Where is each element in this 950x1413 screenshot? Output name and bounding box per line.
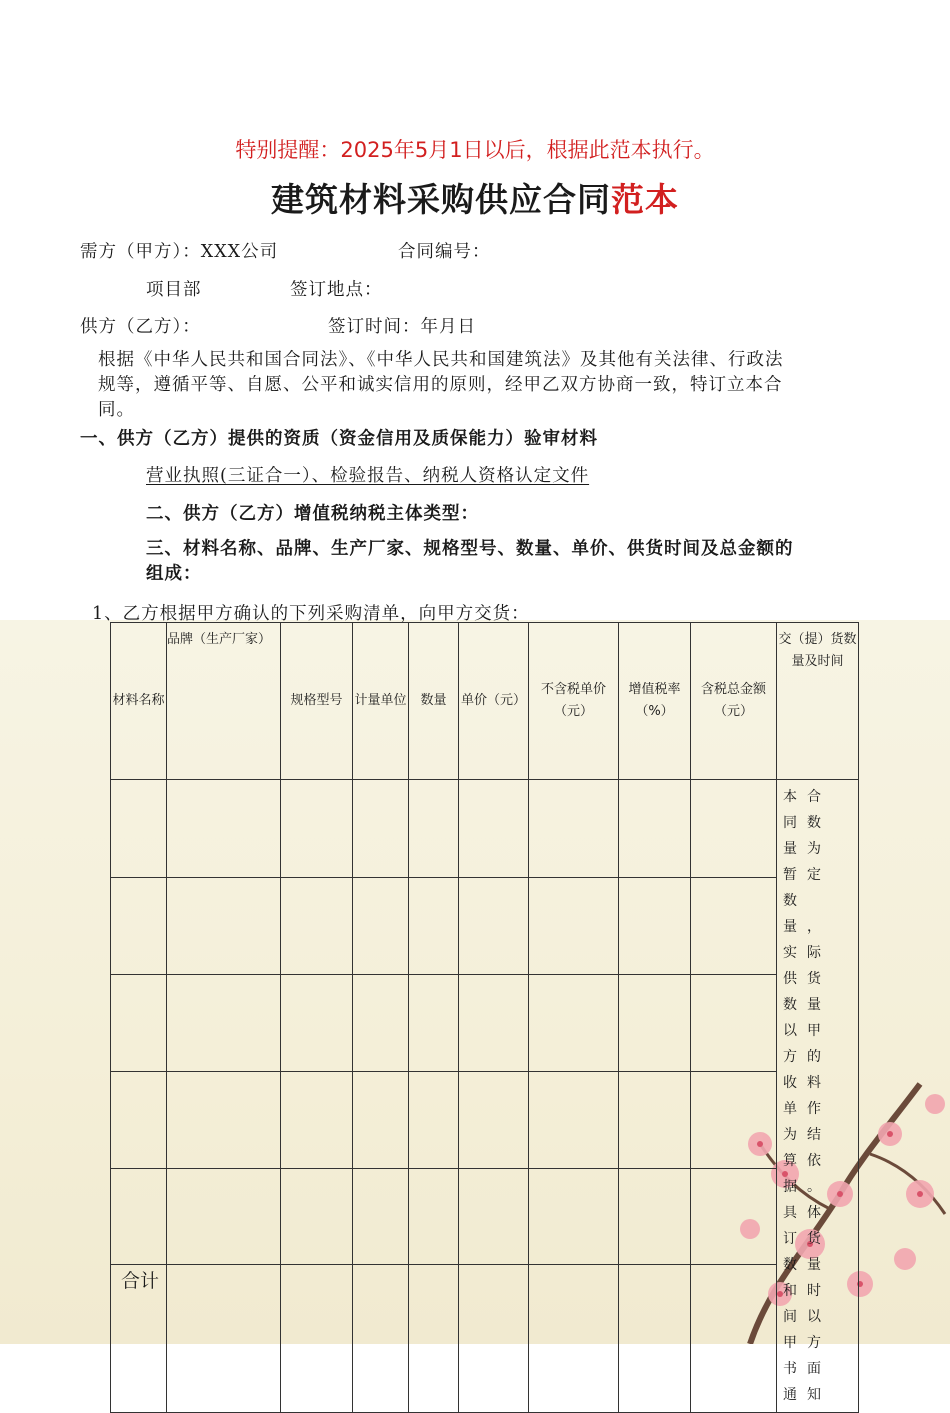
table-cell[interactable] [529, 975, 619, 1072]
document-title [0, 174, 950, 221]
table-cell[interactable] [167, 975, 281, 1072]
table-cell[interactable] [459, 1265, 529, 1413]
table-cell[interactable] [459, 975, 529, 1072]
table-cell[interactable] [691, 1168, 777, 1265]
table-cell[interactable] [167, 1071, 281, 1168]
table-cell[interactable] [353, 1265, 409, 1413]
table-cell[interactable] [529, 878, 619, 975]
header-unit-price: 单价（元） [459, 623, 529, 780]
table-cell[interactable] [409, 975, 459, 1072]
table-cell[interactable] [619, 1071, 691, 1168]
table-cell[interactable] [281, 975, 353, 1072]
table-cell[interactable] [691, 975, 777, 1072]
table-cell[interactable] [409, 1265, 459, 1413]
header-vat-rate: 增值税率（%） [619, 623, 691, 780]
table-cell[interactable] [459, 1071, 529, 1168]
table-cell[interactable] [111, 1071, 167, 1168]
table-cell[interactable] [619, 1265, 691, 1413]
header-spec: 规格型号 [281, 623, 353, 780]
table-header-row [111, 623, 859, 780]
contract-number-line: 合同编号： [398, 242, 491, 262]
item-1-line: 1、乙方根据甲方确认的下列采购清单，向甲方交货： [92, 604, 530, 624]
table-cell[interactable] [111, 975, 167, 1072]
table-cell[interactable] [111, 1168, 167, 1265]
table-cell[interactable] [691, 780, 777, 878]
table-cell[interactable] [409, 1168, 459, 1265]
section-1-body: 营业执照(三证合一）、检验报告、纳税人资格认定文件 [146, 466, 590, 486]
delivery-note: 本合同数量为暂定数量，实际供货数量以甲方的收料单作为结算依据。具体订货数量和时间以甲方书面通知 [777, 780, 859, 1413]
header-brand: 品牌（生产厂家） [167, 623, 281, 780]
table-row [111, 975, 859, 1072]
table-cell[interactable] [619, 1168, 691, 1265]
table-cell[interactable] [619, 975, 691, 1072]
table-cell[interactable] [529, 780, 619, 878]
table-cell[interactable] [619, 878, 691, 975]
header-delivery: 交（提）货数量及时间 [777, 623, 859, 780]
table-cell[interactable] [409, 1071, 459, 1168]
section-3-title: 三、材料名称、品牌、生产厂家、规格型号、数量、单价、供货时间及总金额的组成： [146, 539, 794, 584]
table-cell[interactable] [353, 1071, 409, 1168]
table-cell[interactable] [167, 878, 281, 975]
header-price-ex-tax: 不含税单价（元） [529, 623, 619, 780]
title-accent: 范本 [611, 180, 679, 219]
table-cell[interactable] [691, 1071, 777, 1168]
sign-time-line: 签订时间：年月日 [328, 317, 476, 337]
header-quantity: 数量 [409, 623, 459, 780]
table-cell[interactable] [459, 1168, 529, 1265]
table-cell[interactable] [281, 1168, 353, 1265]
table-cell[interactable] [353, 975, 409, 1072]
table-row [111, 1071, 859, 1168]
table-cell[interactable] [353, 780, 409, 878]
table-cell[interactable] [167, 1168, 281, 1265]
purchase-list-table [110, 622, 859, 1413]
table-cell[interactable] [281, 1265, 353, 1413]
table-cell[interactable] [167, 1265, 281, 1413]
table-cell[interactable] [353, 878, 409, 975]
table-cell[interactable] [409, 780, 459, 878]
table-cell[interactable] [459, 780, 529, 878]
table-cell[interactable] [459, 878, 529, 975]
section-2-title: 二、供方（乙方）增值税纳税主体类型： [146, 504, 479, 524]
supplier-line: 供方（乙方）： [80, 317, 201, 337]
table-cell[interactable] [111, 780, 167, 878]
sign-place-line: 签订地点： [290, 280, 383, 300]
table-row [111, 1168, 859, 1265]
table-cell[interactable] [281, 878, 353, 975]
table-cell[interactable] [691, 1265, 777, 1413]
header-total-incl-tax: 含税总金额（元） [691, 623, 777, 780]
table-cell[interactable] [281, 1071, 353, 1168]
table-cell[interactable] [619, 780, 691, 878]
table-cell[interactable] [281, 780, 353, 878]
project-dept-line: 项目部 [146, 280, 202, 300]
intro-paragraph: 根据《中华人民共和国合同法》、《中华人民共和国建筑法》及其他有关法律、行政法规等，遵循平等、自愿、公平和诚实信用的原则，经甲乙双方协商一致，特订立本合同。 [98, 350, 784, 420]
table-cell[interactable] [409, 878, 459, 975]
table-cell[interactable] [353, 1168, 409, 1265]
table-cell[interactable] [529, 1168, 619, 1265]
table-row [111, 780, 859, 878]
table-row [111, 878, 859, 975]
title-main: 建筑材料采购供应合同 [271, 180, 611, 219]
table-cell[interactable] [529, 1071, 619, 1168]
buyer-line: 需方（甲方）：XXX公司 [80, 242, 279, 262]
table-cell[interactable] [529, 1265, 619, 1413]
section-1-title: 一、供方（乙方）提供的资质（资金信用及质保能力）验审材料 [80, 429, 598, 449]
table-cell[interactable] [167, 780, 281, 878]
total-label: 合计 [111, 1265, 167, 1413]
table-cell[interactable] [691, 878, 777, 975]
header-unit: 计量单位 [353, 623, 409, 780]
table-cell[interactable] [111, 878, 167, 975]
special-reminder: 特别提醒：2025年5月1日以后，根据此范本执行。 [235, 138, 715, 162]
header-material-name: 材料名称 [111, 623, 167, 780]
table-total-row [111, 1265, 859, 1413]
